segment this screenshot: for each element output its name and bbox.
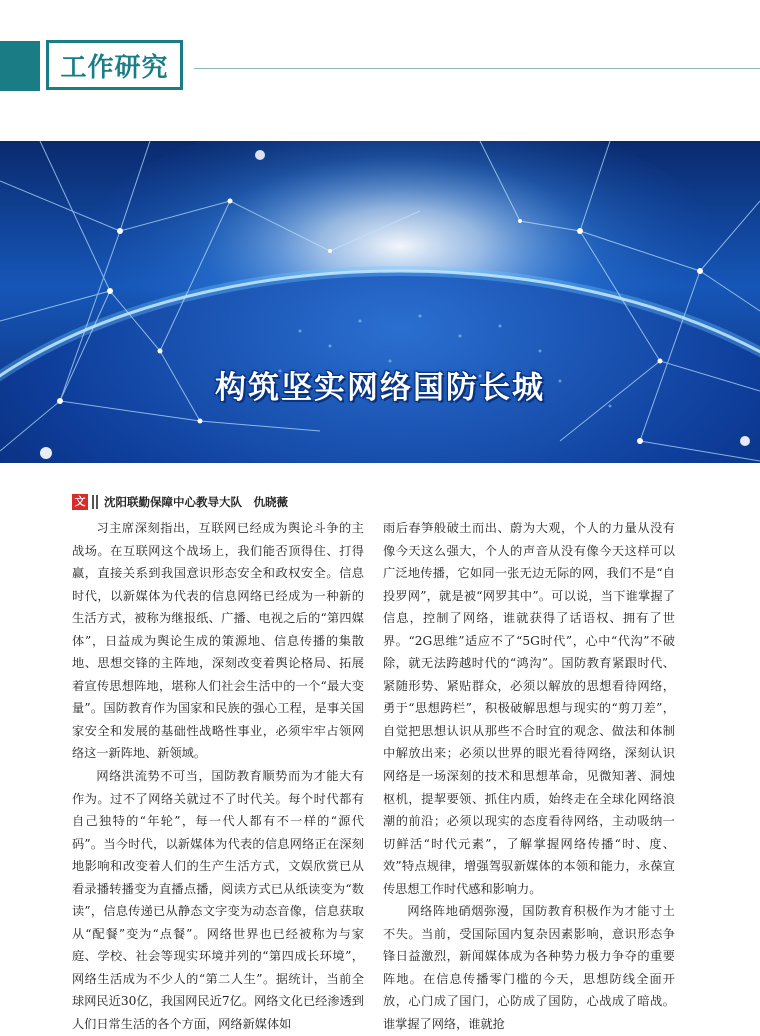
header-accent-block bbox=[0, 41, 40, 91]
byline bbox=[72, 493, 288, 511]
article-paragraph: 习主席深刻指出，互联网已经成为舆论斗争的主战场。在互联网这个战场上，我们能否顶得住、打得赢，直接关系到我国意识形态安全和政权安全。信息时代，以新媒体为代表的信息网络已经成为一种新的生活方式，被称为继报纸、广播、电视之后的“第四媒体”，日益成为舆论生成的策源地、信息传播的集散地、思想交锋的主阵地，深刻改变着舆论格局、拓展着宣传思想阵地，堪称人们社会生活中的一个“最大变量”。国防教育作为国家和民族的强心工程，是事关国家安全和发展的基础性战略性事业，必须牢牢占领网络这一新阵地、新领域。 bbox=[72, 521, 364, 761]
network-globe-illustration bbox=[0, 141, 760, 463]
banner-image bbox=[0, 141, 760, 463]
byline-badge: 文 bbox=[72, 494, 88, 510]
article-paragraph: 雨后春笋般破土而出、蔚为大观，个人的力量从没有像今天这么强大，个人的声音从没有像今天这样可以广泛地传播，它如同一张无边无际的网，我们不是“自投罗网”，就是被“网罗其中”。可以说，当下谁掌握了信息，控制了网络，谁就获得了话语权、拥有了世界。“2G思维”适应不了“5G时代”，心中“代沟”不破除，就无法跨越时代的“鸿沟”。国防教育紧跟时代、紧随形势、紧贴群众，必须以解放的思想看待网络，勇于“思想跨栏”，积极破解思想与现实的“剪刀差”，自觉把思想认识从那些不合时宜的观念、做法和体制中解放出来；必须以世界的眼光看待网络，深刻认识网络是一场深刻的技术和思想革命，见微知著、洞烛枢机，提挈要领、抓住内质，始终走在全球化网络浪潮的前沿；必须以现实的态度看待网络，主动吸纳一切鲜活“时代元素”，了解掌握网络传播“时、度、效”特点规律，增强驾驭新媒体的本领和能力，永葆宣传思想工作时代感和影响力。 bbox=[383, 521, 675, 896]
header-divider bbox=[194, 68, 760, 69]
article-column-right bbox=[383, 517, 675, 1036]
article-paragraph: 网络洪流势不可当，国防教育顺势而为才能大有作为。过不了网络关就过不了时代关。每个时代都有自己独特的“年轮”，每一代人都有不一样的“源代码”。当今时代，以新媒体为代表的信息网络正在深刻地影响和改变着人们的生产生活方式，文娱欣赏已从看录播转播变为直播点播，阅读方式已从纸读变为“数读”，信息传递已从静态文字变为动态音像，信息获取从“配餐”变为“点餐”。网络世界也已经被称为与家庭、学校、社会等现实环境并列的“第四成长环境”，网络生活成为不少人的“第二人生”。据统计，当前全球网民近30亿，我国网民近7亿。网络文化已经渗透到人们日常生活的各个方面，网络新媒体如 bbox=[72, 769, 364, 1032]
byline-author: 沈阳联勤保障中心教导大队 仇晓薇 bbox=[104, 495, 288, 509]
article-paragraph: 网络阵地硝烟弥漫，国防教育积极作为才能寸土不失。当前，受国际国内复杂因素影响，意识形态争锋日益激烈，新闻媒体成为各种势力极力争夺的重要阵地。在信息传播零门槛的今天，思想防线全面开放，心门成了国门，心防成了国防，心战成了暗战。谁掌握了网络，谁就抢 bbox=[383, 904, 675, 1032]
byline-separator bbox=[96, 495, 98, 509]
section-title: 工作研究 bbox=[60, 52, 169, 83]
article-headline: 构筑坚实网络国防长城 bbox=[215, 370, 545, 406]
section-label-box bbox=[46, 40, 183, 90]
byline-separator bbox=[92, 495, 94, 509]
article-column-left bbox=[72, 517, 364, 1036]
